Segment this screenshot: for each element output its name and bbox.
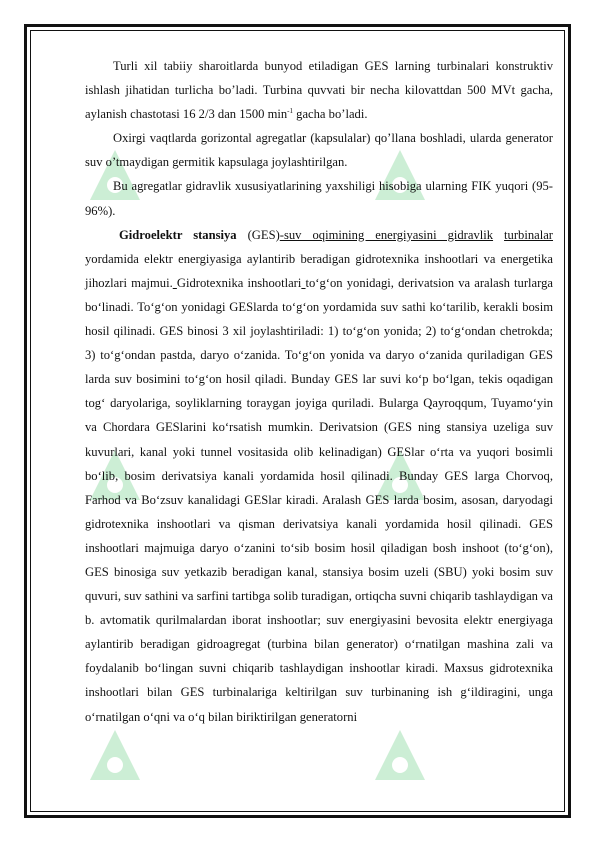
term-bold: Gidroelektr stansiya xyxy=(119,227,237,242)
paragraph-text: Gidrotexnika inshootlari xyxy=(176,275,302,290)
paragraph: Oxirgi vaqtlarda gorizontal agregatlar (kapsulalar) qo’llana boshladi, ularda generator suv o’tmaydigan germitik kapsulaga joylashtirilgan. xyxy=(85,131,553,170)
body-text xyxy=(85,54,553,729)
paragraph-text: (GES) xyxy=(236,227,280,242)
paragraph: Bu agregatlar gidravlik xususiyatlarining yaxshiligi hisobiga ularning FIK yuqori (95-96%). xyxy=(85,179,553,218)
paragraph-text: yordamida elektr energiyasiga aylantirib beradigan gidrotexnika inshootlari va energetika jihozlari majmui. xyxy=(85,251,553,290)
watermark-logo xyxy=(80,720,150,790)
paragraph-text: Turli xil tabiiy sharoitlarda bunyod etiladigan GES larning turbinalari konstruktiv ishlash jihatidan turlicha bo’ladi. Turbina quvvati bir necha kilovattdan 500 MVt gacha, aylanish chastotasi 16 2/3 dan 1500 min xyxy=(85,59,553,122)
paragraph-text: gacha bo’ladi. xyxy=(293,107,368,122)
hyperlink[interactable]: -suv oqimining energiyasini gidravlik xyxy=(279,227,494,242)
paragraph xyxy=(85,223,553,729)
hyperlink[interactable]: turbinalar xyxy=(504,227,554,242)
superscript: -1 xyxy=(287,107,294,116)
paragraph-text xyxy=(493,228,504,242)
paragraph xyxy=(85,54,553,126)
paragraph-text: to‘g‘on yonidagi, derivatsion va aralash turlarga bo‘linadi. To‘g‘on yonidagi GESlarda to‘g‘on yordamida suv sathi ko‘tarilib, kerakli bosim hosil qilinadi. GES binosi 3 xil joylashtiriladi: 1) to‘g‘on yonida; 2) to‘g‘ondan chetrokda; 3) to‘g‘ondan pastda, daryo o‘zanida. To‘g‘on yonida va daryo o‘zanida quriladigan GES larda suv bosimini to‘g‘on hosil qiladi. Bunday GES lar suvi ko‘p bo‘lgan, tekis oqadigan tog‘ daryolariga, soyliklarning toraygan joyiga quriladi. Bularga Qayroqqum, Tuyamo‘yin va Chordara GESlarini ko‘rsatish mumkin. Derivatsion (GES ning stansiya uzeliga suv kuvurlari, kanal yoki tunnel vositasida olib kelinadigan) GESlar o‘rta va yuqori bosimli bo‘lib, bosim derivatsiya kanali yordamida hosil qilinadi. Bunday GES larga Chorvoq, Farhod va Bo‘zsuv kanalidagi GESlar kiradi. Aralash GES larda bosim, asosan, daryodagi gidrotexnika inshootlari va qisman derivatsiya kanali yordamida hosil qilinadi. GES inshootlari majmuiga daryo o‘zanini to‘sib bosim hosil qiladigan bosh inshoot (to‘g‘on), GES binosiga suv yetkazib beradigan kanal, stansiya bosim uzeli (SBU) yoki bosim suv quvuri, suv sathini va sarfini tartibga solib turadigan, ortiqcha suvni chiqarib tashlaydigan va b. avtomatik qurilmalardan iborat inshootlar; suv energiyasini bevosita elektr energiyaga aylantirib beradigan gidroagregat (turbina bilan generator) o‘rnatilgan mashina zali va foydalanib bo‘lingan suvni chiqarib tashlaydigan inshootlar kiradi. Maxsus gidrotexnika inshootlari bilan GES turbinalariga keltirilgan suv turbinaning ish g‘ildiragini, unga o‘rnatilgan o‘qni va o‘q bilan biriktirilgan generatorni xyxy=(85,275,553,724)
watermark-logo xyxy=(365,720,435,790)
